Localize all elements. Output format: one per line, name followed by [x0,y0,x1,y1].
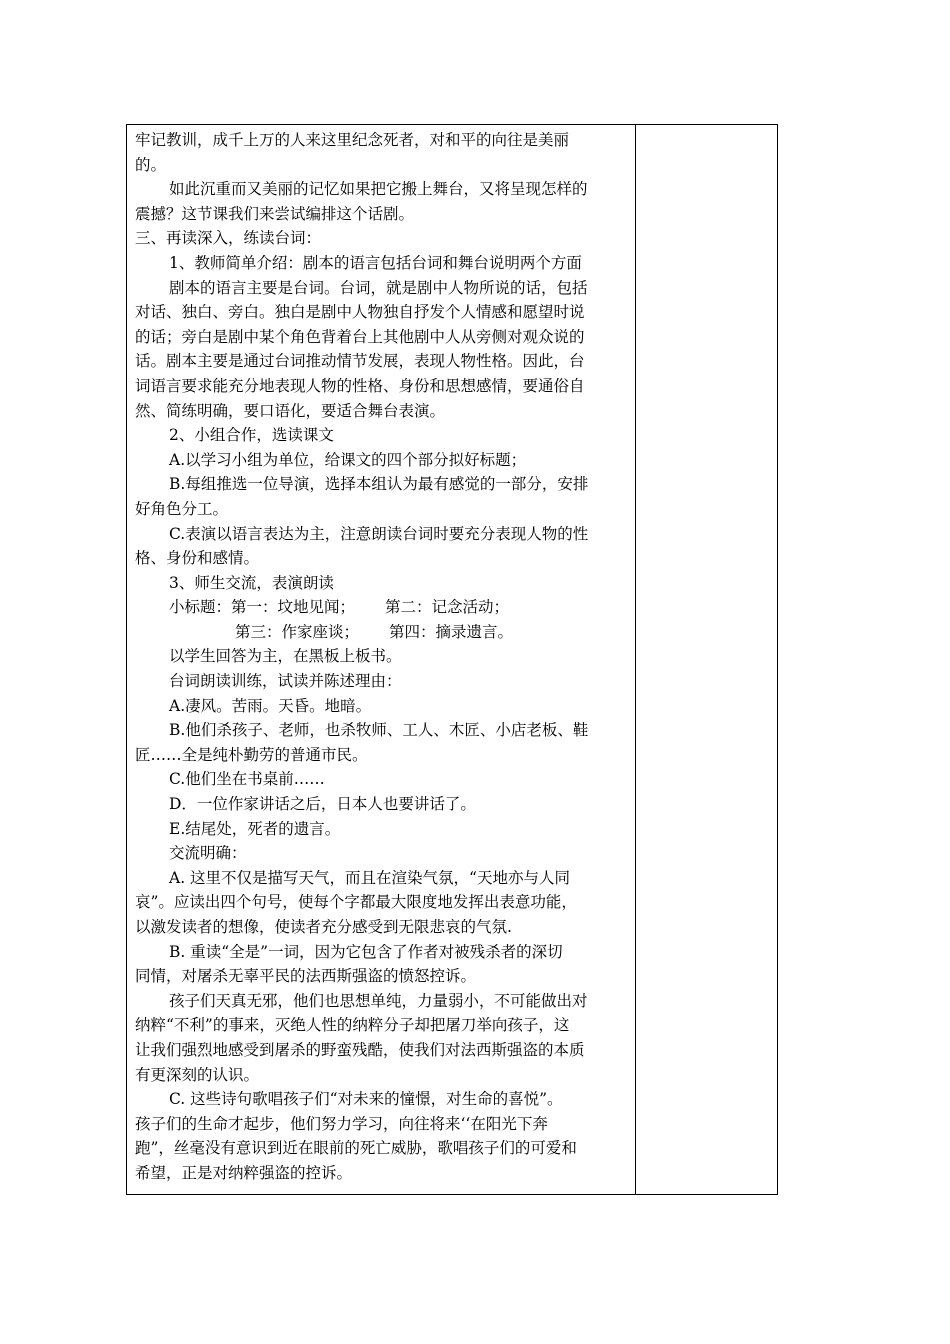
text-line: A. 这里不仅是描写天气，而且在渲染气氛，“天地亦与人同 [169,868,570,887]
text-line: 1、教师简单介绍：剧本的语言包括台词和舞台说明两个方面 [169,253,582,272]
text-line: 哀”。应读出四个句号，使每个字都最大限度地发挥出表意功能， [135,893,577,912]
text-line: 三、再读深入，练读台词： [135,229,322,248]
subtitle-right: 第四：摘录遗言。 [389,622,514,641]
text-line: B.每组推选一位导演，选择本组认为最有感觉的一部分，安排 [169,475,589,494]
text-line: 交流明确： [169,844,247,863]
column-divider [635,124,636,1195]
text-line: 好角色分工。 [135,499,229,518]
text-line: B. 重读“全是”一词，因为它包含了作者对被残杀者的深切 [169,942,563,961]
text-line: 同情，对屠杀无辜平民的法西斯强盗的愤怒控诉。 [135,967,477,986]
text-line: 纳粹“不利”的事来，灭绝人性的纳粹分子却把屠刀举向孩子，这 [135,1016,570,1035]
text-line: 以学生回答为主，在黑板上板书。 [169,647,402,666]
text-line: 跑”，丝毫没有意识到近在眼前的死亡威胁，歌唱孩子们的可爱和 [135,1139,577,1158]
text-line: 如此沉重而又美丽的记忆如果把它搬上舞台，又将呈现怎样的 [169,180,588,199]
text-line: 希望，正是对纳粹强盗的控诉。 [135,1163,353,1182]
text-line: 2、小组合作，选读课文 [169,426,334,445]
text-line: C.表演以语言表达为主，注意朗读台词时要充分表现人物的性 [169,524,589,543]
subtitle-left: 小标题：第一：坟地见闻； [169,598,356,617]
text-line [135,620,627,645]
text-line: 匠……全是纯朴勤劳的普通市民。 [135,745,368,764]
text-line: 词语言要求能充分地表现人物的性格、身份和思想感情，要通俗自 [135,376,585,395]
text-line: 孩子们天真无邪，他们也思想单纯，力量弱小，不可能做出对 [169,991,588,1010]
subtitle-right: 第二：记念活动； [385,598,510,617]
text-line: B.他们杀孩子、老师，也杀牧师、工人、木匠、小店老板、鞋 [169,721,589,740]
text-line: 有更深刻的认识。 [135,1065,260,1084]
text-line: E.结尾处，死者的遗言。 [169,819,341,838]
text-line: 的话；旁白是剧中某个角色背着台上其他剧中人从旁侧对观众说的 [135,327,585,346]
text-line: 话。剧本主要是通过台词推动情节发展，表现人物性格。因此，台 [135,352,585,371]
notes-column [637,125,777,1194]
text-line: C. 这些诗句歌唱孩子们“对未来的憧憬，对生命的喜悦”。 [169,1090,563,1109]
text-line: A.凄风。苦雨。天昏。地暗。 [169,696,372,715]
text-line: 对话、独白、旁白。独白是剧中人物独自抒发个人情感和愿望时说 [135,303,585,322]
text-line: 然、简练明确，要口语化，要适合舞台表演。 [135,401,446,420]
text-line: 以激发读者的想像，使读者充分感受到无限悲哀的气氛. [135,918,512,936]
text-line: 3、师生交流，表演朗读 [169,573,334,592]
text-line: 台词朗读训练，试读并陈述理由： [169,672,402,691]
subtitle-left: 第三：作家座谈； [235,622,360,641]
text-line: 格、身份和感情。 [135,549,260,568]
lesson-content-cell [135,128,627,1186]
text-line [135,595,627,620]
text-line: 让我们强烈地感受到屠杀的野蛮残酷，使我们对法西斯强盗的本质 [135,1040,585,1059]
text-line: 的。 [135,155,167,174]
text-line: 剧本的语言主要是台词。台词，就是剧中人物所说的话，包括 [169,278,588,297]
text-line: 孩子们的生命才起步，他们努力学习，向往将来‘‘在阳光下奔 [135,1114,548,1133]
text-line: 牢记教训，成千上万的人来这里纪念死者，对和平的向往是美丽 [135,131,570,149]
text-line: 震撼？这节课我们来尝试编排这个话剧。 [135,204,415,223]
text-line: D．一位作家讲话之后，日本人也要讲话了。 [169,795,476,814]
text-line: A.以学习小组为单位，给课文的四个部分拟好标题； [169,450,527,469]
text-line: C.他们坐在书桌前…… [169,770,325,789]
